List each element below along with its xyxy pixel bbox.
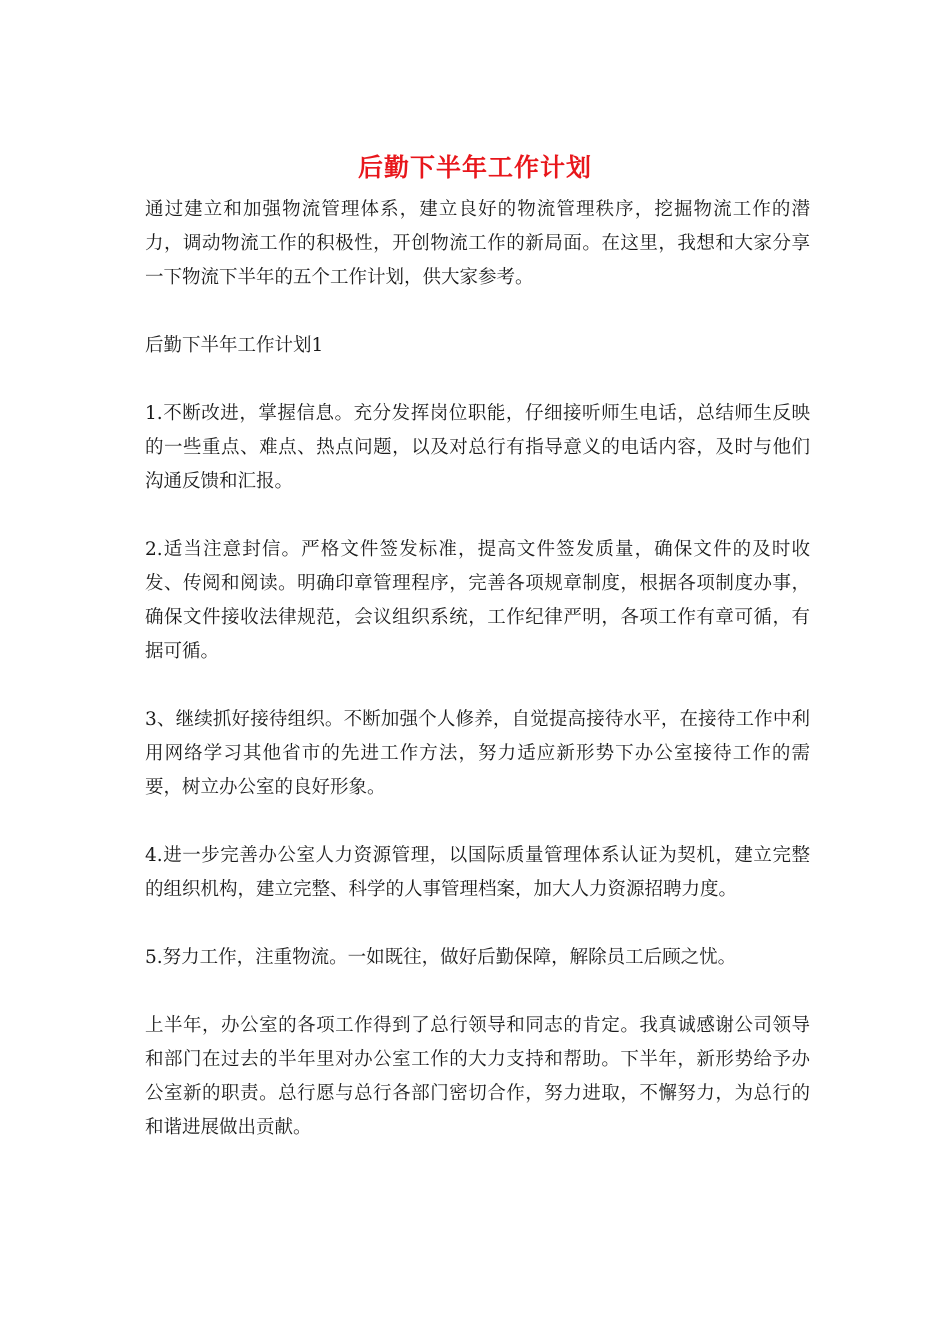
document-body <box>145 193 810 1179</box>
plan-item-4: 4.进一步完善办公室人力资源管理，以国际质量管理体系认证为契机，建立完整的组织机构，建立完整、科学的人事管理档案，加大人力资源招聘力度。 <box>145 845 810 900</box>
plan-item-1: 1.不断改进，掌握信息。充分发挥岗位职能，仔细接听师生电话，总结师生反映的一些重点、难点、热点问题，以及对总行有指导意义的电话内容，及时与他们沟通反馈和汇报。 <box>145 403 810 492</box>
plan-item-3: 3、继续抓好接待组织。不断加强个人修养，自觉提高接待水平，在接待工作中利用网络学习其他省市的先进工作方法，努力适应新形势下办公室接待工作的需要，树立办公室的良好形象。 <box>145 709 810 798</box>
section-heading: 后勤下半年工作计划1 <box>145 335 324 356</box>
conclusion-paragraph: 上半年，办公室的各项工作得到了总行领导和同志的肯定。我真诚感谢公司领导和部门在过去的半年里对办公室工作的大力支持和帮助。下半年，新形势给予办公室新的职责。总行愿与总行各部门密切合作，努力进取，不懈努力，为总行的和谐进展做出贡献。 <box>145 1015 810 1138</box>
plan-item-2: 2.适当注意封信。严格文件签发标准，提高文件签发质量，确保文件的及时收发、传阅和阅读。明确印章管理程序，完善各项规章制度，根据各项制度办事，确保文件接收法律规范，会议组织系统，工作纪律严明，各项工作有章可循，有据可循。 <box>145 539 810 662</box>
plan-item-5: 5.努力工作，注重物流。一如既往，做好后勤保障，解除员工后顾之忧。 <box>145 947 737 968</box>
intro-paragraph: 通过建立和加强物流管理体系，建立良好的物流管理秩序，挖掘物流工作的潜力，调动物流工作的积极性，开创物流工作的新局面。在这里，我想和大家分享一下物流下半年的五个工作计划，供大家参考。 <box>145 199 810 288</box>
document-title: 后勤下半年工作计划 <box>357 153 592 182</box>
